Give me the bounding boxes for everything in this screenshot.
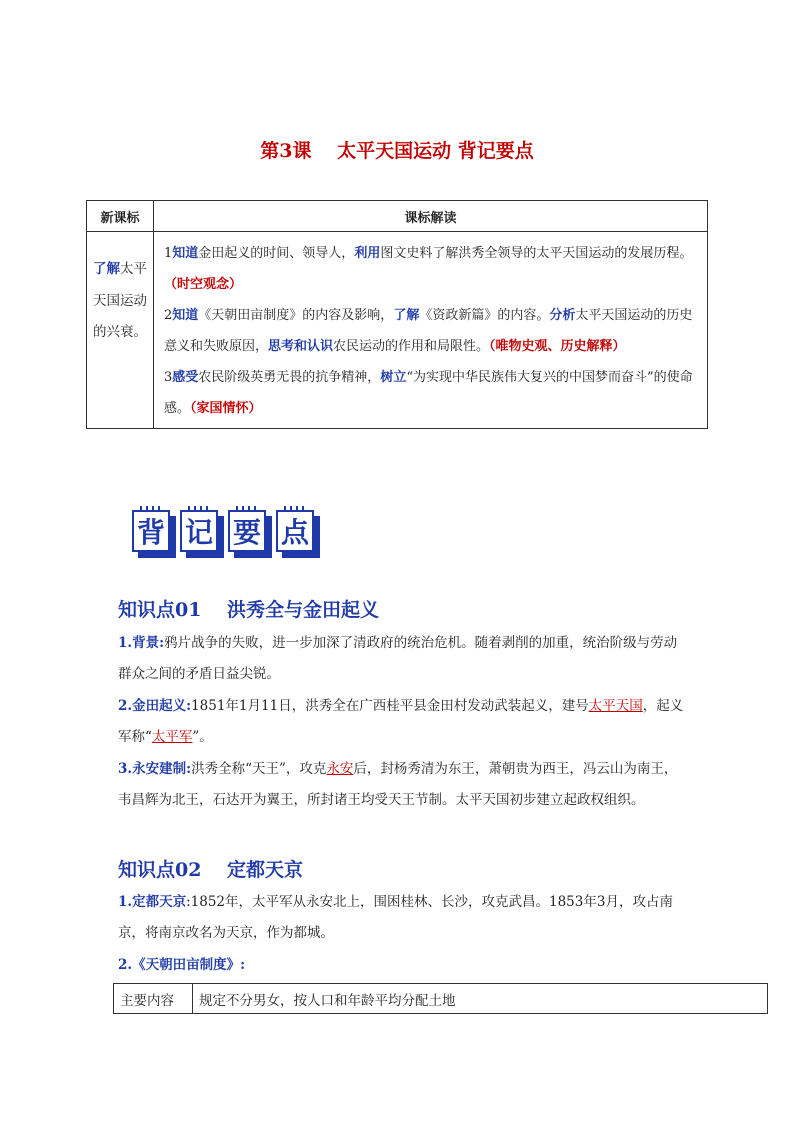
section-label: 2.《天朝田亩制度》:	[118, 957, 246, 973]
header-interpretation: 课标解读	[154, 201, 708, 232]
text-run: ，起义军称“	[118, 698, 684, 745]
verb-emphasis: 思考和认识	[268, 339, 334, 354]
verb-emphasis: 了解	[393, 308, 420, 323]
verb-emphasis: 知道	[172, 246, 199, 261]
standard-text: 太平天国运动的兴衰。	[93, 261, 147, 340]
keyword-highlight: 太平天国	[588, 698, 643, 714]
keyword-highlight: 永安	[326, 761, 354, 777]
text-run: 1	[164, 246, 173, 261]
kp1-paragraph	[118, 754, 688, 816]
text-run: 图文史料了解洪秀全领导的太平天国运动的发展历程。	[380, 246, 693, 261]
memorize-banner	[132, 510, 318, 556]
banner-char: 要	[228, 510, 266, 552]
text-run: “为实现中华民族伟大复兴的中国梦而奋斗”的使命感。	[164, 370, 693, 416]
standard-strong: 了解	[93, 261, 120, 277]
text-run: 后，封杨秀清为东王，萧朝贵为西王，冯云山为南王，韦昌辉为北王，石达开为翼王，所封诸王均受天王节制。太平天国初步建立起政权组织。	[118, 761, 678, 808]
verb-emphasis: 知道	[172, 308, 199, 323]
land-system-key: 主要内容	[114, 984, 193, 1014]
banner-char: 背	[132, 510, 170, 552]
text-run: 太平天国运动的历史意义和失败原因，	[164, 308, 693, 354]
land-system-table	[113, 983, 768, 1014]
page-title: 第3课 太平天国运动 背记要点	[260, 140, 534, 162]
interpretation-cell	[154, 232, 708, 429]
text-run: 鸦片战争的失败，进一步加深了清政府的统治危机。随着剥削的加重，统治阶级与劳动群众之间的矛盾日益尖锐。	[118, 635, 678, 682]
text-run: 洪秀全称“天王”，攻克	[191, 761, 327, 777]
text-run: 《天朝田亩制度》的内容及影响，	[198, 308, 394, 323]
section-label: 1.背景:	[118, 635, 165, 651]
kp1-paragraph	[118, 628, 688, 690]
text-run: 金田起义的时间、领导人，	[198, 246, 355, 261]
kp2-paragraph	[118, 950, 688, 981]
verb-emphasis: 树立	[380, 370, 407, 385]
knowledge-point-heading: 知识点02 定都天京	[118, 859, 304, 881]
land-system-value: 规定不分男女，按人口和年龄平均分配土地	[193, 984, 768, 1014]
literacy-tag: （家国情怀）	[190, 401, 262, 416]
text-run: :1852年，太平军从永安北上，围困桂林、长沙，攻克武昌。1853年3月，攻占南京，将南京改名为天京，作为都城。	[118, 894, 673, 941]
interpretation-item	[164, 300, 699, 362]
header-new-standard: 新课标	[87, 201, 154, 232]
verb-emphasis: 感受	[172, 370, 199, 385]
literacy-tag: （时空观念）	[164, 277, 243, 292]
interpretation-item	[164, 238, 699, 300]
kp1-paragraph	[118, 691, 688, 753]
standard-cell	[87, 232, 154, 429]
text-run: 3	[164, 370, 173, 385]
banner-tile	[180, 510, 222, 556]
literacy-tag: （唯物史观、历史解释）	[489, 339, 626, 354]
curriculum-standard-table	[86, 200, 708, 429]
text-run: 农民阶级英勇无畏的抗争精神，	[198, 370, 381, 385]
text-run: 农民运动的作用和局限性。	[333, 339, 490, 354]
section-label: 3.永安建制:	[118, 761, 192, 777]
keyword-highlight: 太平军	[151, 729, 193, 745]
banner-char: 记	[180, 510, 218, 552]
banner-tile	[276, 510, 318, 556]
banner-tile	[132, 510, 174, 556]
text-run: 《资政新篇》的内容。	[419, 308, 550, 323]
verb-emphasis: 分析	[549, 308, 576, 323]
interpretation-item	[164, 362, 699, 424]
section-label: 2.金田起义:	[118, 698, 192, 714]
text-run: 1851年1月11日，洪秀全在广西桂平县金田村发动武装起义，建号	[191, 698, 589, 714]
kp2-paragraph	[118, 887, 688, 949]
banner-char: 点	[276, 510, 314, 552]
section-label: 1.定都天京	[118, 894, 187, 910]
knowledge-point-heading: 知识点01 洪秀全与金田起义	[118, 599, 380, 621]
verb-emphasis: 利用	[354, 246, 381, 261]
text-run: 2	[164, 308, 173, 323]
banner-tile	[228, 510, 270, 556]
text-run: ”。	[192, 729, 213, 745]
